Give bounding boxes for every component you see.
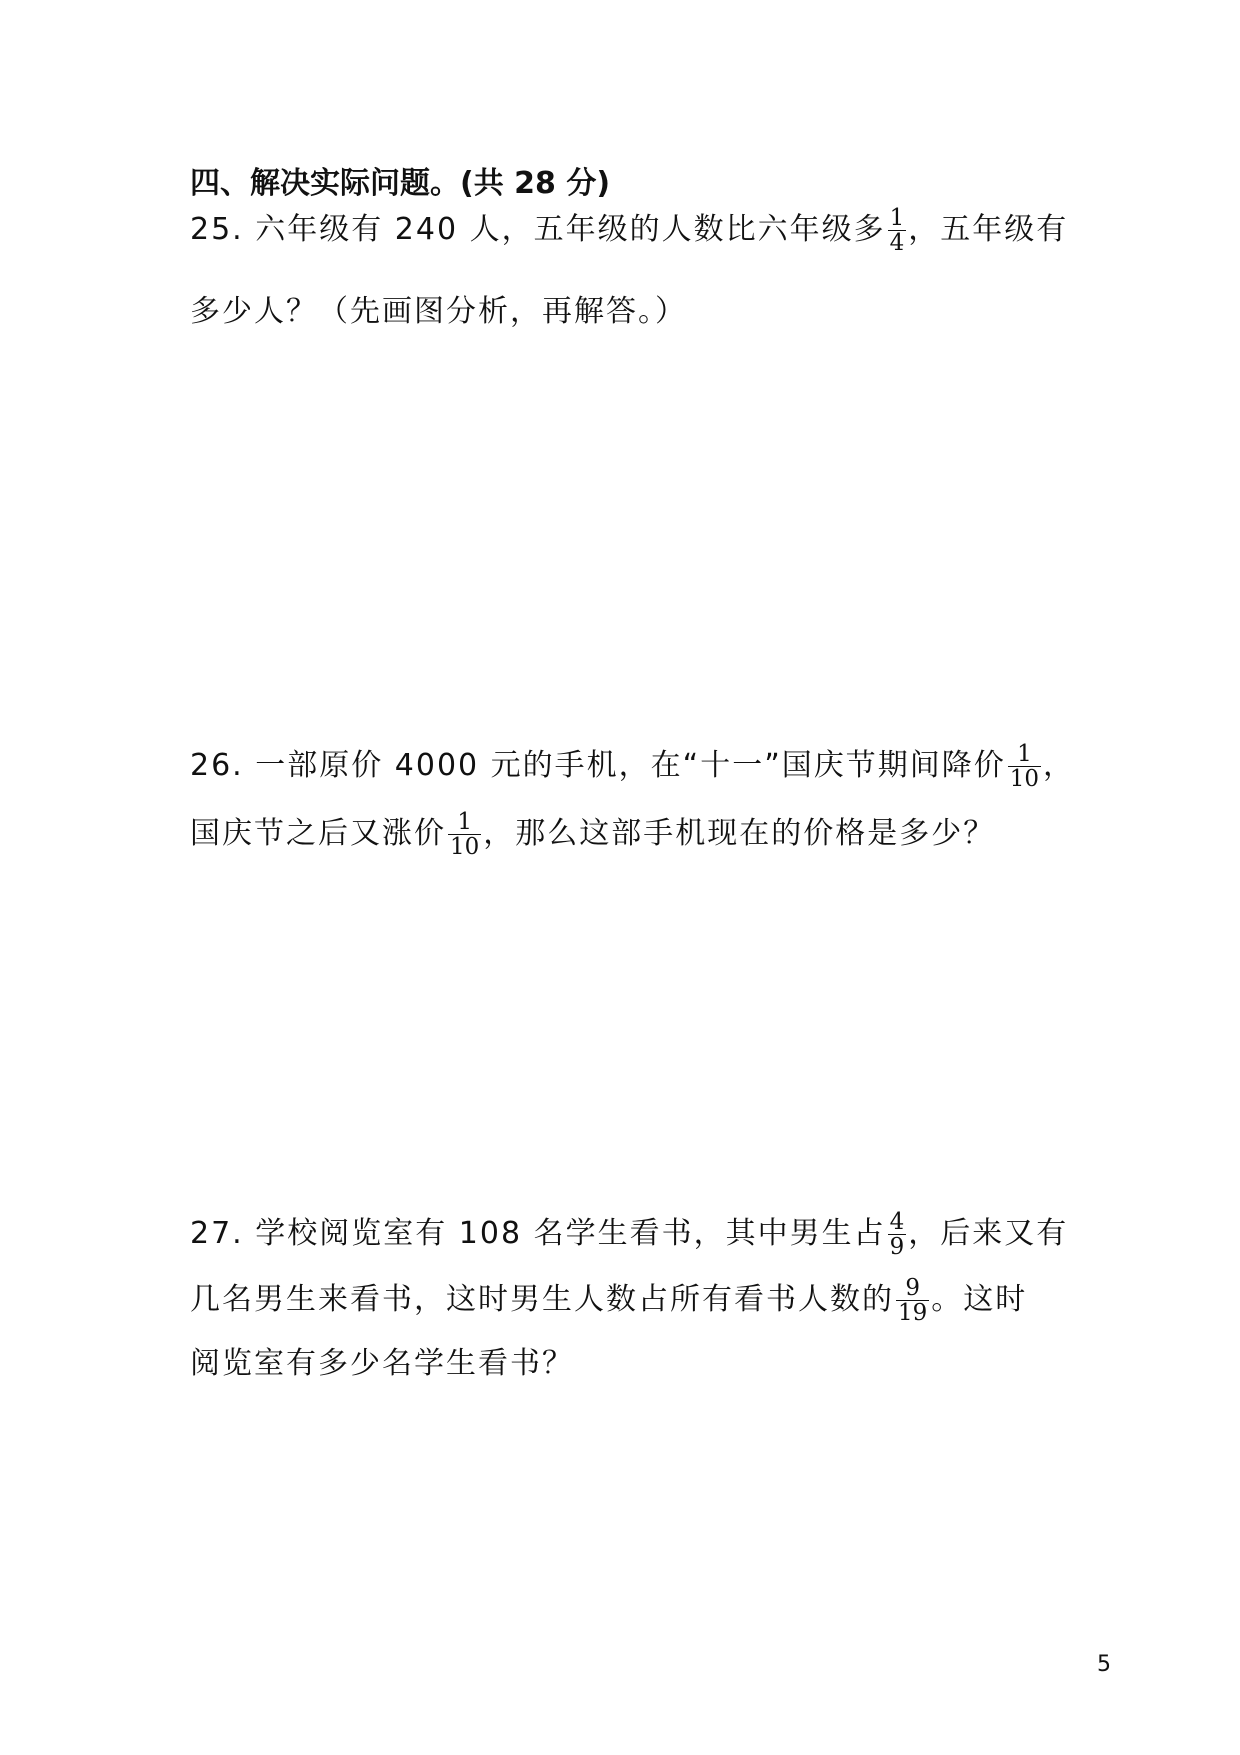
q27-fraction-2-numerator: 9 [896, 1276, 929, 1301]
q27-fraction-2 [896, 1276, 929, 1325]
q27-text-d: 。这时 [931, 1282, 1028, 1317]
q27-fraction-1 [888, 1210, 907, 1259]
q25-line-1 [190, 206, 1068, 255]
q27-text-c: 几名男生来看书，这时男生人数占所有看书人数的 [190, 1282, 894, 1317]
q27-text-a: 27. 学校阅览室有 108 名学生看书，其中男生占 [190, 1216, 886, 1251]
q25-text-b: ，五年级有 [908, 212, 1069, 247]
q25-text-a: 25. 六年级有 240 人，五年级的人数比六年级多 [190, 212, 886, 247]
q25-fraction [888, 206, 907, 255]
q27-text-b: ，后来又有 [908, 1216, 1069, 1251]
section-title: 四、解决实际问题。(共 28 分) [190, 166, 611, 201]
q26-text-c: 国庆节之后又涨价 [190, 816, 446, 851]
q26-text-d: ，那么这部手机现在的价格是多少？ [483, 816, 996, 851]
q26-line-2 [190, 810, 995, 859]
q26-fraction-2-numerator: 1 [448, 810, 481, 835]
q27-line-2 [190, 1276, 1027, 1325]
q26-text-a: 26. 一部原价 4000 元的手机，在“十一”国庆节期间降价 [190, 748, 1006, 783]
q26-fraction-2 [448, 810, 481, 859]
q25-fraction-denominator: 4 [889, 230, 905, 256]
q27-line-1 [190, 1210, 1068, 1259]
q26-fraction-1-numerator: 1 [1008, 742, 1041, 767]
q26-line-1 [190, 742, 1075, 791]
q26-fraction-2-denominator: 10 [450, 834, 480, 860]
q27-fraction-1-denominator: 9 [889, 1234, 905, 1260]
q26-fraction-1 [1008, 742, 1041, 791]
q26-text-b: ， [1043, 748, 1076, 783]
q27-fraction-1-numerator: 4 [889, 1209, 905, 1235]
page-number: 5 [1097, 1652, 1111, 1677]
q26-fraction-1-denominator: 10 [1009, 766, 1040, 792]
q27-fraction-2-denominator: 19 [898, 1300, 928, 1326]
q25-fraction-numerator: 1 [889, 205, 905, 231]
q27-line-3: 阅览室有多少名学生看书？ [190, 1346, 574, 1381]
q25-line-2: 多少人？（先画图分析，再解答。） [190, 294, 687, 329]
